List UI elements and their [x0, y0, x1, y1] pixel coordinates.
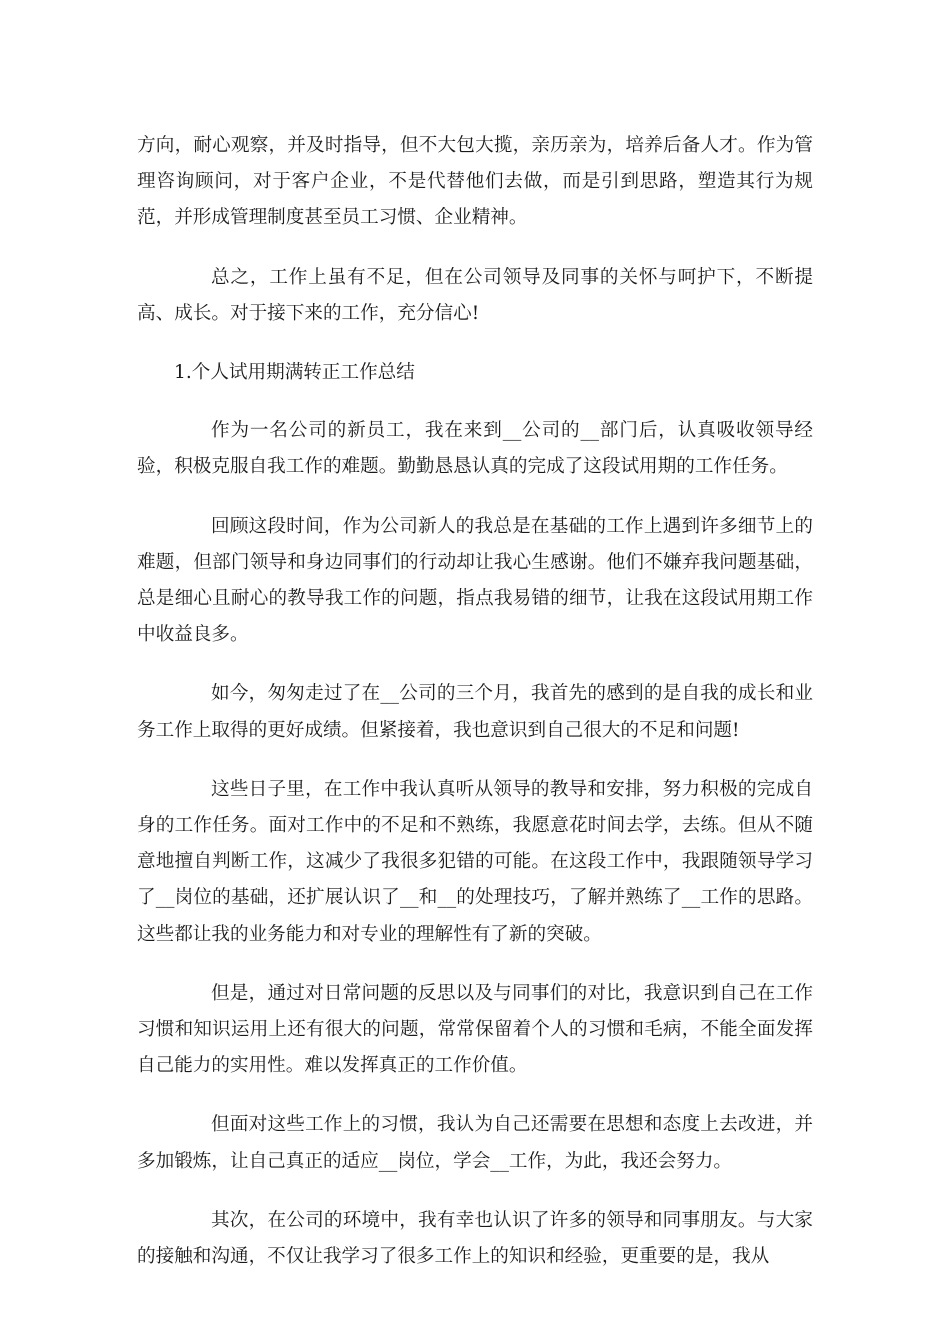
section-heading: 1.个人试用期满转正工作总结 — [174, 362, 415, 384]
paragraph: 如今，匆匆走过了在__公司的三个月，我首先的感到的是自我的成长和业务工作上取得的更好成绩。但紧接着，我也意识到自己很大的不足和问题! — [137, 683, 813, 741]
paragraph: 其次，在公司的环境中，我有幸也认识了许多的领导和同事朋友。与大家的接触和沟通，不仅让我学习了很多工作上的知识和经验，更重要的是，我从 — [137, 1209, 813, 1268]
document-body — [137, 128, 813, 1298]
paragraph-continued: 方向，耐心观察，并及时指导，但不大包大揽，亲历亲为，培养后备人才。作为管理咨询顾问，对于客户企业，不是代替他们去做，而是引到思路，塑造其行为规范，并形成管理制度甚至员工习惯、企业精神。 — [137, 135, 813, 229]
paragraph: 但是，通过对日常问题的反思以及与同事们的对比，我意识到自己在工作习惯和知识运用上还有很大的问题，常常保留着个人的习惯和毛病，不能全面发挥自己能力的实用性。难以发挥真正的工作价值。 — [137, 982, 813, 1077]
paragraph: 作为一名公司的新员工，我在来到__公司的__部门后，认真吸收领导经验，积极克服自我工作的难题。勤勤恳恳认真的完成了这段试用期的工作任务。 — [137, 420, 813, 478]
paragraph: 回顾这段时间，作为公司新人的我总是在基础的工作上遇到许多细节上的难题，但部门领导和身边同事们的行动却让我心生感谢。他们不嫌弃我问题基础，总是细心且耐心的教导我工作的问题，指点我易错的细节，让我在这段试用期工作中收益良多。 — [137, 515, 813, 646]
paragraph-summary: 总之，工作上虽有不足，但在公司领导及同事的关怀与呵护下，不断提高、成长。对于接下来的工作，充分信心! — [137, 266, 813, 324]
paragraph: 这些日子里，在工作中我认真听从领导的教导和安排，努力积极的完成自身的工作任务。面对工作中的不足和不熟练，我愿意花时间去学，去练。但从不随意地擅自判断工作，这减少了我很多犯错的可能。在这段工作中，我跟随领导学习了__岗位的基础，还扩展认识了__和__的处理技巧，了解并熟练了__工作的思路。这些都让我的业务能力和对专业的理解性有了新的突破。 — [137, 778, 813, 945]
paragraph: 但面对这些工作上的习惯，我认为自己还需要在思想和态度上去改进，并多加锻炼，让自己真正的适应__岗位，学会__工作，为此，我还会努力。 — [137, 1114, 813, 1172]
